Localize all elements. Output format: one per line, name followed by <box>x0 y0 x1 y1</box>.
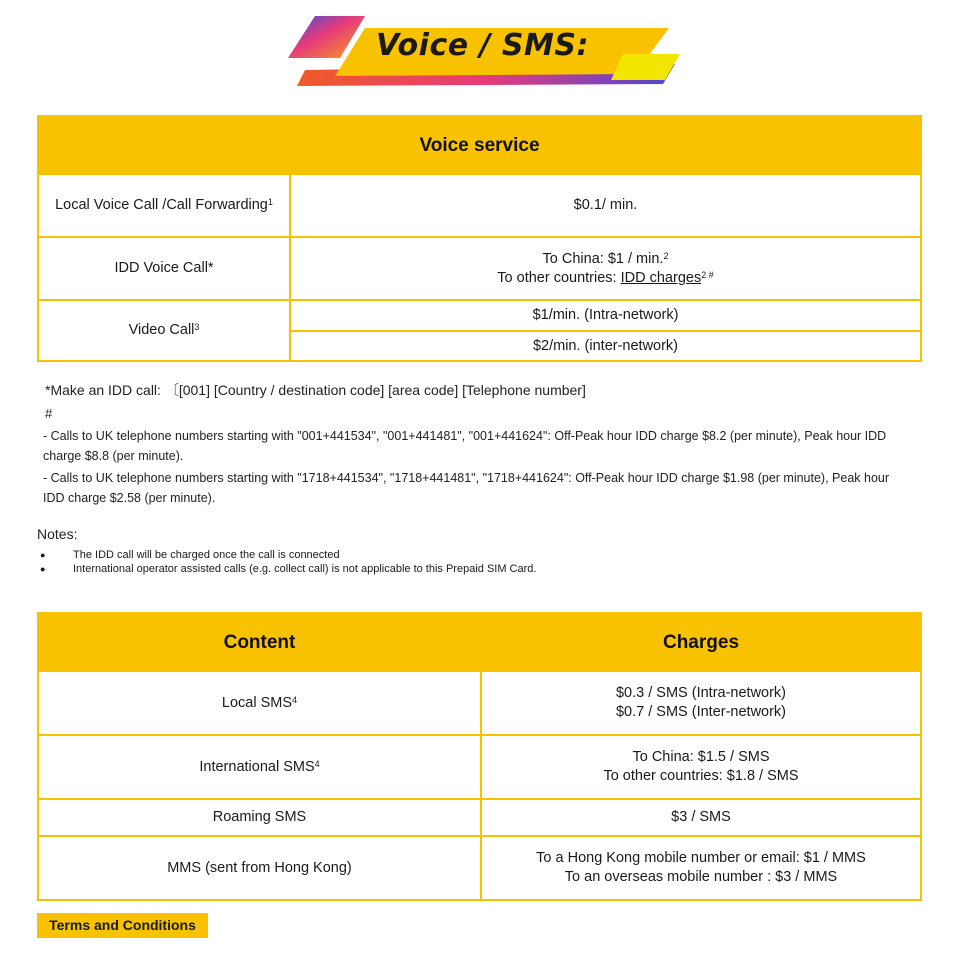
charges-column-header: Charges <box>481 613 921 671</box>
list-item: ● The IDD call will be charged once the call is connected <box>40 548 536 562</box>
row-value: $1/min. (Intra-network) <box>290 300 921 331</box>
row-label: Roaming SMS <box>38 799 481 836</box>
row-label: Video Call$^3$ <box>38 300 290 361</box>
row-value: To China: $1 / min.$^2$ To other countries: IDD charges$^{2 \#}$ <box>290 237 921 300</box>
table-row <box>38 237 921 300</box>
content-column-header: Content <box>38 613 481 671</box>
row-value: $0.3 / SMS (Intra-network) $0.7 / SMS (Inter-network) <box>481 671 921 735</box>
row-label: IDD Voice Call* <box>38 237 290 300</box>
notes-heading: Notes: <box>37 526 78 542</box>
sms-charges-table <box>37 612 922 901</box>
row-label: International SMS$^4$ <box>38 735 481 799</box>
uk-note: - Calls to UK telephone numbers starting with "001+441534", "001+441481", "001+441624": Off-Peak hour IDD charge $8.2 (per minute), Peak hour IDD charge $8.8 (per minute). <box>43 429 887 463</box>
page-title: Voice / SMS: <box>376 28 589 63</box>
row-value: $2/min. (inter-network) <box>290 331 921 361</box>
voice-service-table <box>37 115 922 362</box>
row-label: MMS (sent from Hong Kong) <box>38 836 481 900</box>
row-label: Local SMS$^4$ <box>38 671 481 735</box>
notes-list <box>40 548 536 576</box>
idd-charges-link[interactable]: IDD charges <box>620 269 702 286</box>
uk-note: - Calls to UK telephone numbers starting with "1718+441534", "1718+441481", "1718+441624": Off-Peak hour IDD charge $1.98 (per minute), Peak hour IDD charge $2.58 (per minute). <box>43 471 890 505</box>
terms-and-conditions-link[interactable]: Terms and Conditions <box>37 913 208 938</box>
table-row <box>38 300 921 331</box>
row-value: $3 / SMS <box>481 799 921 836</box>
row-value: To a Hong Kong mobile number or email: $1 / MMS To an overseas mobile number : $3 / MMS <box>481 836 921 900</box>
table-row <box>38 735 921 799</box>
table-row <box>38 174 921 237</box>
table-row <box>38 671 921 735</box>
hash-marker: # <box>45 406 53 421</box>
table-row <box>38 799 921 836</box>
voice-table-header: Voice service <box>38 116 921 174</box>
row-value: $0.1/ min. <box>290 174 921 237</box>
table-row <box>38 836 921 900</box>
list-item: ● International operator assisted calls (e.g. collect call) is not applicable to this Prepaid SIM Card. <box>40 562 536 576</box>
row-label: Local Voice Call /Call Forwarding$^1$ <box>38 174 290 237</box>
section-banner <box>285 14 680 88</box>
idd-call-instruction: *Make an IDD call: 〔[001] [Country / destination code] [area code] [Telephone number] <box>45 382 586 398</box>
row-value: To China: $1.5 / SMS To other countries: $1.8 / SMS <box>481 735 921 799</box>
